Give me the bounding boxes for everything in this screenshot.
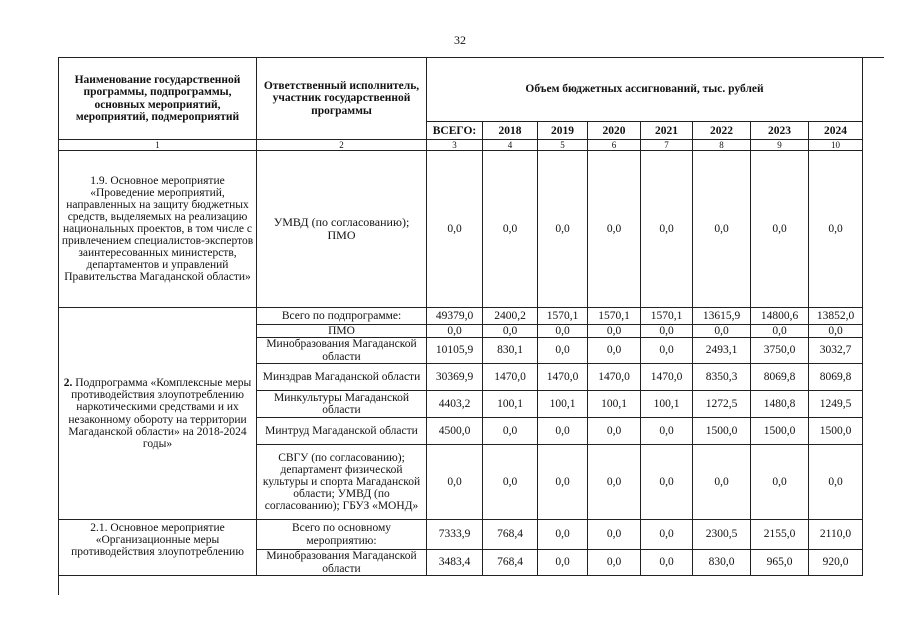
column-number: 1 [59, 140, 257, 151]
value-cell: 0,0 [751, 445, 809, 520]
value-cell: 0,0 [427, 151, 483, 308]
section-1-9-name: 1.9. Основное мероприятие «Проведение мероприятий, направленных на защиту бюджетных средств, выделяемых на реализацию национальных проектов, в том числе с привлечением специалистов-экспертов заинтересованных министерств, департаментов и управлений Правительства Магаданской области» [59, 151, 257, 308]
value-cell: 0,0 [693, 325, 751, 338]
header-budget-title: Объем бюджетных ассигнований, тыс. рублей [427, 58, 863, 122]
executor-cell: Минтруд Магаданской области [257, 418, 427, 445]
value-cell: 1570,1 [538, 308, 588, 325]
column-number: 10 [809, 140, 863, 151]
value-cell: 0,0 [641, 151, 693, 308]
executor-cell: Всего по подпрограмме: [257, 308, 427, 325]
value-cell: 8069,8 [809, 364, 863, 391]
value-cell: 1570,1 [641, 308, 693, 325]
value-cell: 10105,9 [427, 338, 483, 364]
value-cell: 0,0 [751, 325, 809, 338]
value-cell: 2493,1 [693, 338, 751, 364]
value-cell: 0,0 [483, 151, 538, 308]
executor-cell: СВГУ (по согласованию); департамент физической культуры и спорта Магаданской области; УМВД (по согласованию); ГБУЗ «МОНД» [257, 445, 427, 520]
value-cell: 768,4 [483, 550, 538, 576]
value-cell: 0,0 [588, 445, 641, 520]
value-cell: 0,0 [641, 418, 693, 445]
value-cell: 0,0 [588, 151, 641, 308]
value-cell: 14800,6 [751, 308, 809, 325]
executor-cell: Всего по основному мероприятию: [257, 520, 427, 550]
value-cell: 0,0 [538, 325, 588, 338]
value-cell: 965,0 [751, 550, 809, 576]
value-cell: 1249,5 [809, 391, 863, 418]
value-cell: 0,0 [538, 550, 588, 576]
value-cell: 1500,0 [693, 418, 751, 445]
value-cell: 7333,9 [427, 520, 483, 550]
value-cell: 0,0 [538, 338, 588, 364]
value-cell: 0,0 [588, 325, 641, 338]
column-number: 5 [538, 140, 588, 151]
value-cell: 0,0 [538, 445, 588, 520]
value-cell: 0,0 [483, 325, 538, 338]
value-cell: 2110,0 [809, 520, 863, 550]
value-cell: 2300,5 [693, 520, 751, 550]
year-header: 2018 [483, 122, 538, 140]
value-cell: 13615,9 [693, 308, 751, 325]
executor-cell: Минкультуры Магаданской области [257, 391, 427, 418]
value-cell: 0,0 [427, 445, 483, 520]
header-program-name: Наименование государственной программы, подпрограммы, основных мероприятий, мероприятий, подмероприятий [59, 58, 257, 140]
value-cell: 0,0 [538, 418, 588, 445]
value-cell: 1272,5 [693, 391, 751, 418]
value-cell: 0,0 [427, 325, 483, 338]
value-cell: 0,0 [538, 151, 588, 308]
value-cell: 13852,0 [809, 308, 863, 325]
value-cell: 1470,0 [641, 364, 693, 391]
value-cell: 920,0 [809, 550, 863, 576]
value-cell: 0,0 [809, 445, 863, 520]
section-2-1-name: 2.1. Основное мероприятие «Организационные меры противодействия злоупотреблению [59, 520, 257, 576]
page-number: 32 [454, 33, 466, 47]
year-header: 2020 [588, 122, 641, 140]
value-cell: 1570,1 [588, 308, 641, 325]
year-header: 2024 [809, 122, 863, 140]
value-cell: 49379,0 [427, 308, 483, 325]
column-number: 7 [641, 140, 693, 151]
value-cell: 0,0 [693, 445, 751, 520]
value-cell: 2155,0 [751, 520, 809, 550]
year-header: 2021 [641, 122, 693, 140]
value-cell: 0,0 [483, 445, 538, 520]
budget-table [58, 57, 884, 595]
value-cell: 1500,0 [809, 418, 863, 445]
executor-cell: Минобразования Магаданской области [257, 550, 427, 576]
year-header: 2022 [693, 122, 751, 140]
value-cell: 8069,8 [751, 364, 809, 391]
column-number: 8 [693, 140, 751, 151]
value-cell: 768,4 [483, 520, 538, 550]
value-cell: 0,0 [641, 520, 693, 550]
column-number: 9 [751, 140, 809, 151]
value-cell: 100,1 [483, 391, 538, 418]
column-number: 6 [588, 140, 641, 151]
value-cell: 0,0 [809, 325, 863, 338]
year-header: ВСЕГО: [427, 122, 483, 140]
column-number: 3 [427, 140, 483, 151]
value-cell: 1480,8 [751, 391, 809, 418]
section-2-name [59, 308, 257, 520]
header-executor: Ответственный исполнитель, участник государственной программы [257, 58, 427, 140]
value-cell: 0,0 [809, 151, 863, 308]
value-cell: 0,0 [641, 338, 693, 364]
value-cell: 830,1 [483, 338, 538, 364]
value-cell: 100,1 [641, 391, 693, 418]
value-cell: 2400,2 [483, 308, 538, 325]
value-cell: 0,0 [641, 445, 693, 520]
section-2-title: Подпрограмма «Комплексные меры противодействия злоупотреблению наркотическими средствами и их незаконному обороту на территории Магаданской области» на 2018-2024 годы» [68, 377, 252, 450]
value-cell: 1500,0 [751, 418, 809, 445]
value-cell: 0,0 [483, 418, 538, 445]
executor-cell: Минздрав Магаданской области [257, 364, 427, 391]
value-cell: 1470,0 [538, 364, 588, 391]
executor-cell: Минобразования Магаданской области [257, 338, 427, 364]
value-cell: 1470,0 [483, 364, 538, 391]
value-cell: 0,0 [751, 151, 809, 308]
value-cell: 0,0 [588, 550, 641, 576]
value-cell: 100,1 [588, 391, 641, 418]
value-cell: 1470,0 [588, 364, 641, 391]
value-cell: 0,0 [538, 520, 588, 550]
value-cell: 3750,0 [751, 338, 809, 364]
value-cell: 100,1 [538, 391, 588, 418]
section-2-number: 2. [63, 377, 73, 390]
section-1-9-executor: УМВД (по согласованию); ПМО [257, 151, 427, 308]
value-cell: 0,0 [641, 550, 693, 576]
column-number: 4 [483, 140, 538, 151]
column-number: 2 [257, 140, 427, 151]
value-cell: 0,0 [588, 418, 641, 445]
value-cell: 8350,3 [693, 364, 751, 391]
value-cell: 830,0 [693, 550, 751, 576]
value-cell: 0,0 [641, 325, 693, 338]
value-cell: 30369,9 [427, 364, 483, 391]
value-cell: 0,0 [588, 520, 641, 550]
value-cell: 3483,4 [427, 550, 483, 576]
executor-cell: ПМО [257, 325, 427, 338]
value-cell: 0,0 [588, 338, 641, 364]
year-header: 2023 [751, 122, 809, 140]
value-cell: 0,0 [693, 151, 751, 308]
value-cell: 3032,7 [809, 338, 863, 364]
value-cell: 4500,0 [427, 418, 483, 445]
year-header: 2019 [538, 122, 588, 140]
value-cell: 4403,2 [427, 391, 483, 418]
